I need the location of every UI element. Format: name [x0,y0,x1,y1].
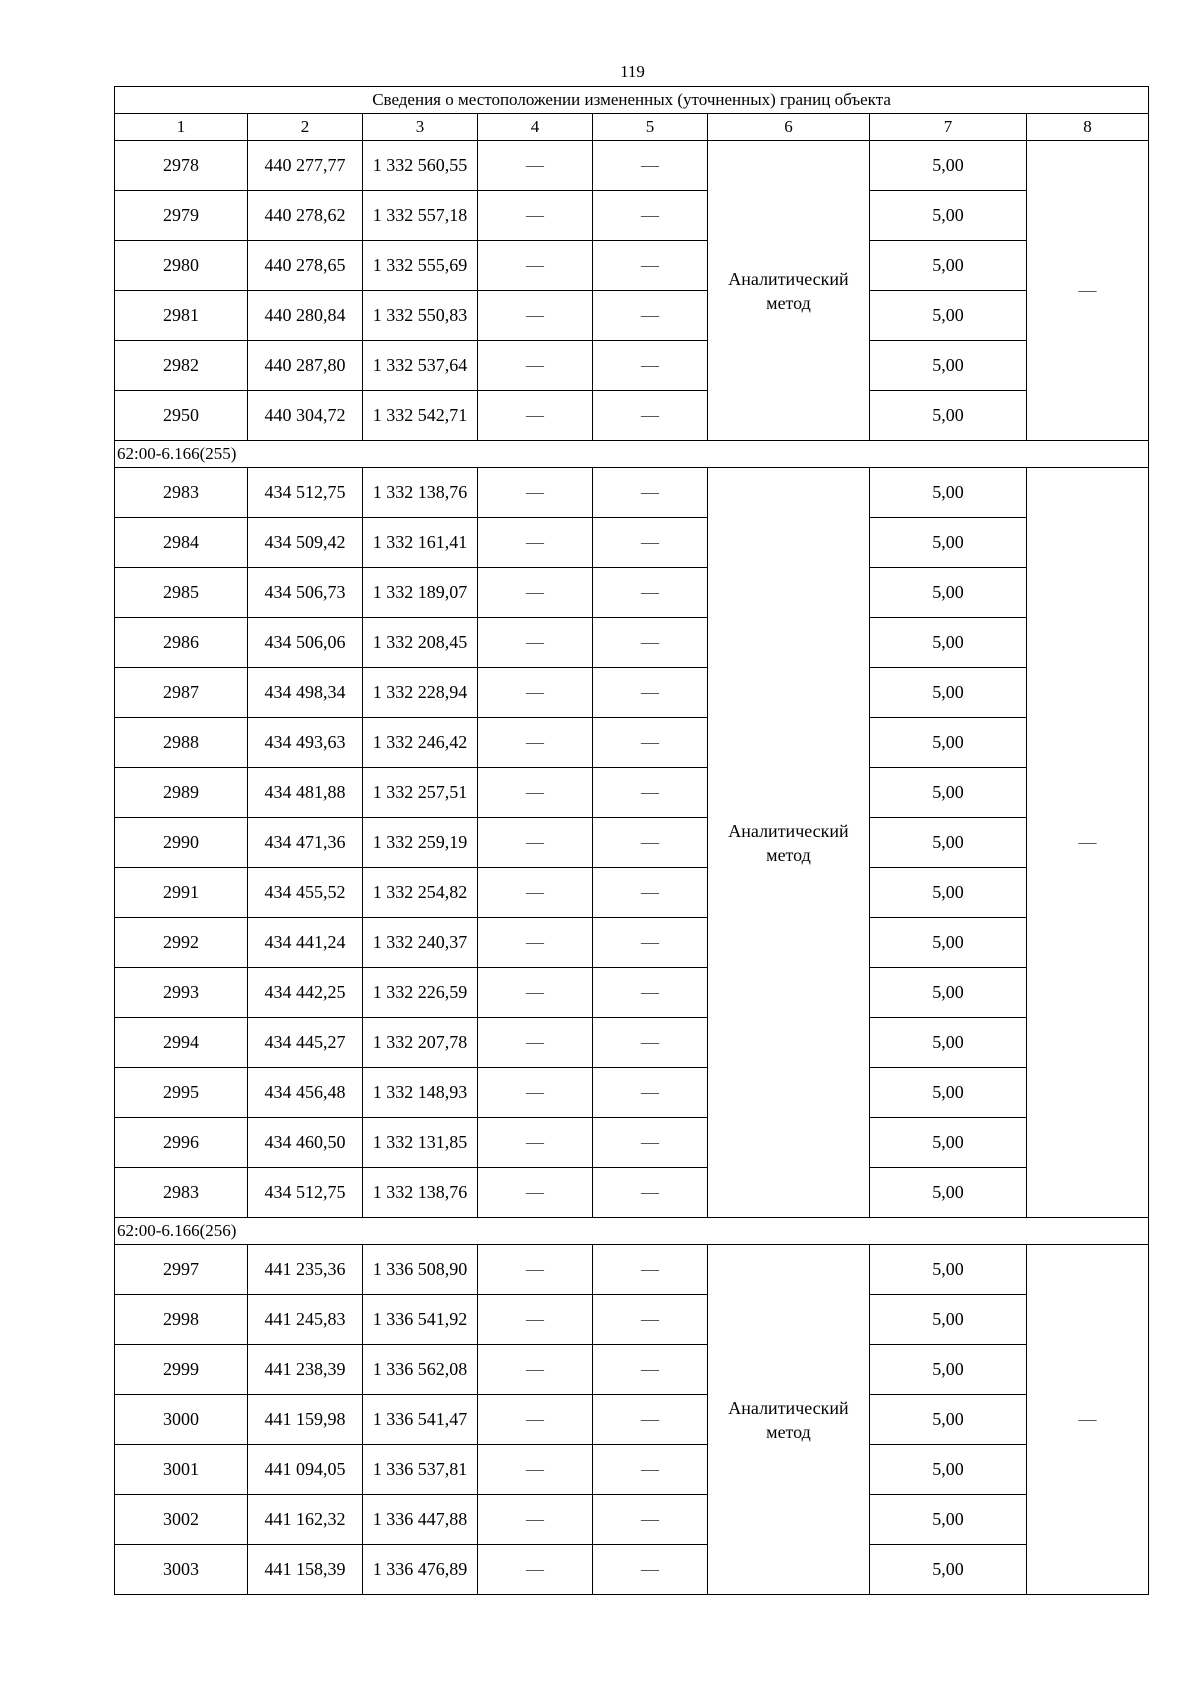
accuracy-cell: 5,00 [870,1345,1027,1395]
y-coordinate-cell: 1 332 555,69 [363,241,478,291]
x-coordinate-cell: 434 471,36 [248,818,363,868]
section-header-row [115,441,1149,468]
table-row [115,818,1149,868]
column-4-cell: — [478,1545,593,1595]
accuracy-cell: 5,00 [870,818,1027,868]
column-4-cell: — [478,1445,593,1495]
accuracy-cell: 5,00 [870,768,1027,818]
y-coordinate-cell: 1 332 131,85 [363,1118,478,1168]
x-coordinate-cell: 434 441,24 [248,918,363,968]
table-row [115,1018,1149,1068]
y-coordinate-cell: 1 332 246,42 [363,718,478,768]
accuracy-cell: 5,00 [870,1018,1027,1068]
y-coordinate-cell: 1 332 240,37 [363,918,478,968]
column-4-cell: — [478,291,593,341]
column-8-cell: — [1027,468,1149,1218]
x-coordinate-cell: 441 162,32 [248,1495,363,1545]
x-coordinate-cell: 440 277,77 [248,141,363,191]
accuracy-cell: 5,00 [870,1545,1027,1595]
column-4-cell: — [478,1245,593,1295]
y-coordinate-cell: 1 332 259,19 [363,818,478,868]
table-row [115,1245,1149,1295]
column-number-6: 6 [708,114,870,141]
column-5-cell: — [593,568,708,618]
point-number-cell: 2995 [115,1068,248,1118]
table-row [115,1495,1149,1545]
y-coordinate-cell: 1 336 447,88 [363,1495,478,1545]
accuracy-cell: 5,00 [870,1118,1027,1168]
x-coordinate-cell: 434 455,52 [248,868,363,918]
column-4-cell: — [478,668,593,718]
y-coordinate-cell: 1 336 537,81 [363,1445,478,1495]
point-number-cell: 2998 [115,1295,248,1345]
y-coordinate-cell: 1 332 557,18 [363,191,478,241]
column-4-cell: — [478,1118,593,1168]
table-row [115,141,1149,191]
table-row [115,1445,1149,1495]
column-4-cell: — [478,618,593,668]
y-coordinate-cell: 1 332 254,82 [363,868,478,918]
column-5-cell: — [593,968,708,1018]
y-coordinate-cell: 1 332 208,45 [363,618,478,668]
y-coordinate-cell: 1 336 476,89 [363,1545,478,1595]
x-coordinate-cell: 441 245,83 [248,1295,363,1345]
column-5-cell: — [593,1295,708,1345]
column-5-cell: — [593,1118,708,1168]
accuracy-cell: 5,00 [870,141,1027,191]
accuracy-cell: 5,00 [870,1245,1027,1295]
column-4-cell: — [478,868,593,918]
table-row [115,291,1149,341]
section-label: 62:00-6.166(255) [115,441,1149,468]
point-number-cell: 2983 [115,468,248,518]
accuracy-cell: 5,00 [870,291,1027,341]
column-4-cell: — [478,1395,593,1445]
column-5-cell: — [593,141,708,191]
column-4-cell: — [478,768,593,818]
x-coordinate-cell: 440 304,72 [248,391,363,441]
point-number-cell: 2987 [115,668,248,718]
section-label: 62:00-6.166(256) [115,1218,1149,1245]
column-5-cell: — [593,518,708,568]
x-coordinate-cell: 434 493,63 [248,718,363,768]
method-cell: Аналитический метод [708,468,870,1218]
column-5-cell: — [593,241,708,291]
point-number-cell: 2988 [115,718,248,768]
x-coordinate-cell: 441 159,98 [248,1395,363,1445]
y-coordinate-cell: 1 336 541,47 [363,1395,478,1445]
column-5-cell: — [593,818,708,868]
table-row [115,468,1149,518]
column-number-1: 1 [115,114,248,141]
point-number-cell: 2983 [115,1168,248,1218]
x-coordinate-cell: 434 456,48 [248,1068,363,1118]
column-5-cell: — [593,391,708,441]
y-coordinate-cell: 1 336 562,08 [363,1345,478,1395]
table-row [115,1118,1149,1168]
column-4-cell: — [478,391,593,441]
accuracy-cell: 5,00 [870,1068,1027,1118]
table-caption-row [115,87,1149,114]
column-number-row [115,114,1149,141]
boundary-table [114,86,1149,1595]
point-number-cell: 3002 [115,1495,248,1545]
column-5-cell: — [593,1495,708,1545]
accuracy-cell: 5,00 [870,1445,1027,1495]
point-number-cell: 2990 [115,818,248,868]
accuracy-cell: 5,00 [870,341,1027,391]
column-5-cell: — [593,191,708,241]
x-coordinate-cell: 434 445,27 [248,1018,363,1068]
y-coordinate-cell: 1 332 138,76 [363,468,478,518]
point-number-cell: 2981 [115,291,248,341]
point-number-cell: 2991 [115,868,248,918]
table-row [115,768,1149,818]
table-row [115,968,1149,1018]
point-number-cell: 3001 [115,1445,248,1495]
x-coordinate-cell: 434 506,06 [248,618,363,668]
table-row [115,568,1149,618]
table-row [115,868,1149,918]
accuracy-cell: 5,00 [870,1495,1027,1545]
table-row [115,1395,1149,1445]
x-coordinate-cell: 434 460,50 [248,1118,363,1168]
x-coordinate-cell: 434 442,25 [248,968,363,1018]
column-4-cell: — [478,1168,593,1218]
column-5-cell: — [593,1545,708,1595]
x-coordinate-cell: 440 280,84 [248,291,363,341]
point-number-cell: 2996 [115,1118,248,1168]
table-row [115,918,1149,968]
accuracy-cell: 5,00 [870,968,1027,1018]
method-cell: Аналитический метод [708,141,870,441]
point-number-cell: 2980 [115,241,248,291]
accuracy-cell: 5,00 [870,1395,1027,1445]
table-row [115,1345,1149,1395]
column-4-cell: — [478,568,593,618]
column-5-cell: — [593,718,708,768]
column-4-cell: — [478,191,593,241]
column-4-cell: — [478,1495,593,1545]
column-4-cell: — [478,141,593,191]
column-4-cell: — [478,1018,593,1068]
column-5-cell: — [593,668,708,718]
accuracy-cell: 5,00 [870,718,1027,768]
column-5-cell: — [593,868,708,918]
accuracy-cell: 5,00 [870,191,1027,241]
point-number-cell: 2999 [115,1345,248,1395]
column-number-2: 2 [248,114,363,141]
table-row [115,1295,1149,1345]
column-number-3: 3 [363,114,478,141]
table-row [115,668,1149,718]
x-coordinate-cell: 441 235,36 [248,1245,363,1295]
accuracy-cell: 5,00 [870,668,1027,718]
y-coordinate-cell: 1 332 148,93 [363,1068,478,1118]
table-row [115,341,1149,391]
x-coordinate-cell: 441 238,39 [248,1345,363,1395]
accuracy-cell: 5,00 [870,391,1027,441]
y-coordinate-cell: 1 332 228,94 [363,668,478,718]
column-5-cell: — [593,768,708,818]
column-5-cell: — [593,1018,708,1068]
accuracy-cell: 5,00 [870,468,1027,518]
x-coordinate-cell: 434 481,88 [248,768,363,818]
accuracy-cell: 5,00 [870,1168,1027,1218]
x-coordinate-cell: 441 158,39 [248,1545,363,1595]
table-caption: Сведения о местоположении измененных (уточненных) границ объекта [115,87,1149,114]
y-coordinate-cell: 1 332 138,76 [363,1168,478,1218]
column-5-cell: — [593,1245,708,1295]
table-row [115,718,1149,768]
column-4-cell: — [478,1295,593,1345]
column-8-cell: — [1027,141,1149,441]
point-number-cell: 2992 [115,918,248,968]
table-row [115,518,1149,568]
column-4-cell: — [478,918,593,968]
column-8-cell: — [1027,1245,1149,1595]
page-number: 119 [620,62,645,81]
point-number-cell: 2979 [115,191,248,241]
accuracy-cell: 5,00 [870,241,1027,291]
column-number-4: 4 [478,114,593,141]
x-coordinate-cell: 434 498,34 [248,668,363,718]
y-coordinate-cell: 1 332 257,51 [363,768,478,818]
column-5-cell: — [593,1345,708,1395]
y-coordinate-cell: 1 332 560,55 [363,141,478,191]
point-number-cell: 2986 [115,618,248,668]
table-row [115,1168,1149,1218]
point-number-cell: 2984 [115,518,248,568]
x-coordinate-cell: 441 094,05 [248,1445,363,1495]
y-coordinate-cell: 1 332 542,71 [363,391,478,441]
y-coordinate-cell: 1 336 508,90 [363,1245,478,1295]
point-number-cell: 2950 [115,391,248,441]
column-5-cell: — [593,618,708,668]
y-coordinate-cell: 1 336 541,92 [363,1295,478,1345]
table-row [115,241,1149,291]
column-4-cell: — [478,818,593,868]
column-4-cell: — [478,1068,593,1118]
column-5-cell: — [593,918,708,968]
y-coordinate-cell: 1 332 161,41 [363,518,478,568]
column-5-cell: — [593,1395,708,1445]
y-coordinate-cell: 1 332 537,64 [363,341,478,391]
point-number-cell: 2989 [115,768,248,818]
section-header-row [115,1218,1149,1245]
x-coordinate-cell: 440 287,80 [248,341,363,391]
accuracy-cell: 5,00 [870,1295,1027,1345]
y-coordinate-cell: 1 332 226,59 [363,968,478,1018]
column-4-cell: — [478,968,593,1018]
point-number-cell: 3003 [115,1545,248,1595]
column-5-cell: — [593,1168,708,1218]
x-coordinate-cell: 434 509,42 [248,518,363,568]
column-4-cell: — [478,518,593,568]
y-coordinate-cell: 1 332 550,83 [363,291,478,341]
table-row [115,1545,1149,1595]
column-5-cell: — [593,1445,708,1495]
column-4-cell: — [478,241,593,291]
x-coordinate-cell: 434 506,73 [248,568,363,618]
accuracy-cell: 5,00 [870,518,1027,568]
point-number-cell: 2978 [115,141,248,191]
column-4-cell: — [478,718,593,768]
x-coordinate-cell: 440 278,62 [248,191,363,241]
column-number-7: 7 [870,114,1027,141]
accuracy-cell: 5,00 [870,568,1027,618]
column-4-cell: — [478,468,593,518]
y-coordinate-cell: 1 332 207,78 [363,1018,478,1068]
x-coordinate-cell: 434 512,75 [248,468,363,518]
point-number-cell: 2985 [115,568,248,618]
point-number-cell: 2997 [115,1245,248,1295]
point-number-cell: 3000 [115,1395,248,1445]
table-body [115,87,1149,1595]
accuracy-cell: 5,00 [870,918,1027,968]
table-row [115,618,1149,668]
column-5-cell: — [593,341,708,391]
column-4-cell: — [478,1345,593,1395]
x-coordinate-cell: 434 512,75 [248,1168,363,1218]
point-number-cell: 2982 [115,341,248,391]
column-5-cell: — [593,468,708,518]
table-row [115,191,1149,241]
column-number-8: 8 [1027,114,1149,141]
column-number-5: 5 [593,114,708,141]
point-number-cell: 2994 [115,1018,248,1068]
table-row [115,391,1149,441]
column-4-cell: — [478,341,593,391]
column-5-cell: — [593,291,708,341]
accuracy-cell: 5,00 [870,868,1027,918]
accuracy-cell: 5,00 [870,618,1027,668]
x-coordinate-cell: 440 278,65 [248,241,363,291]
y-coordinate-cell: 1 332 189,07 [363,568,478,618]
method-cell: Аналитический метод [708,1245,870,1595]
column-5-cell: — [593,1068,708,1118]
table-row [115,1068,1149,1118]
point-number-cell: 2993 [115,968,248,1018]
